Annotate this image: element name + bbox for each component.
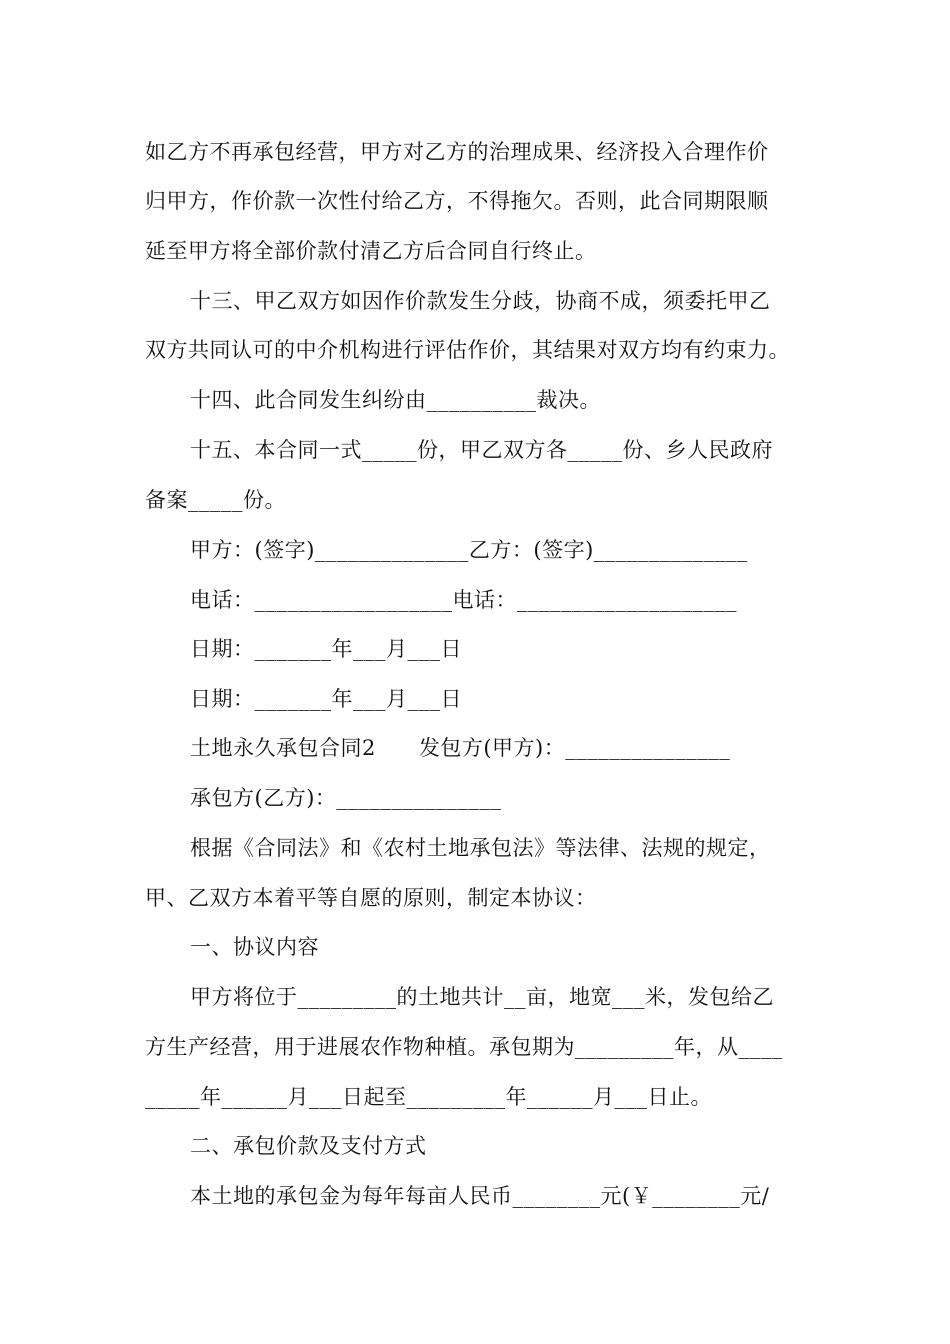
text-line-6: 十四、此合同发生纠纷由__________裁决。 [190,388,601,412]
phone-line: 电话：__________________电话：____________________ [190,588,737,612]
date-line-2: 日期：_______年___月___日 [190,687,462,711]
signature-line-party-a-b: 甲方：(签字)______________乙方：(签字)______________ [190,538,748,562]
text-line-20: _____年______月___日起至_________年______月___日止。 [145,1085,712,1109]
text-line-18: 甲方将位于_________的土地共计__亩，地宽___米，发包给乙 [190,985,774,1009]
contract-2-heading-line: 土地永久承包合同2 发包方(甲方)：_______________ [190,736,731,760]
text-line-5: 双方共同认可的中介机构进行评估作价，其结果对双方均有约束力。 [145,338,790,362]
text-line-1: 如乙方不再承包经营，甲方对乙方的治理成果、经济投入合理作价 [145,140,769,164]
text-line-2: 归甲方，作价款一次性付给乙方，不得拖欠。否则，此合同期限顺 [145,189,769,213]
text-line-3: 延至甲方将全部价款付清乙方后合同自行终止。 [145,239,597,263]
section-heading-agreement-content: 一、协议内容 [190,935,319,959]
text-line-8: 备案_____份。 [145,488,286,512]
date-line-1: 日期：_______年___月___日 [190,637,462,661]
text-line-22: 本土地的承包金为每年每亩人民币________元(￥________元/ [190,1184,770,1208]
text-line-7: 十五、本合同一式_____份，甲乙双方各_____份、乡人民政府 [190,438,773,462]
section-heading-price-payment: 二、承包价款及支付方式 [190,1134,427,1158]
text-line-4: 十三、甲乙双方如因作价款发生分歧，协商不成，须委托甲乙 [190,289,771,313]
text-line-19: 方生产经营，用于进展农作物种植。承包期为_________年，从____ [145,1035,783,1059]
text-line-16: 甲、乙双方本着平等自愿的原则，制定本协议： [145,886,597,910]
contractor-party-b-line: 承包方(乙方)：_______________ [190,786,502,810]
text-line-15: 根据《合同法》和《农村土地承包法》等法律、法规的规定， [190,836,771,860]
